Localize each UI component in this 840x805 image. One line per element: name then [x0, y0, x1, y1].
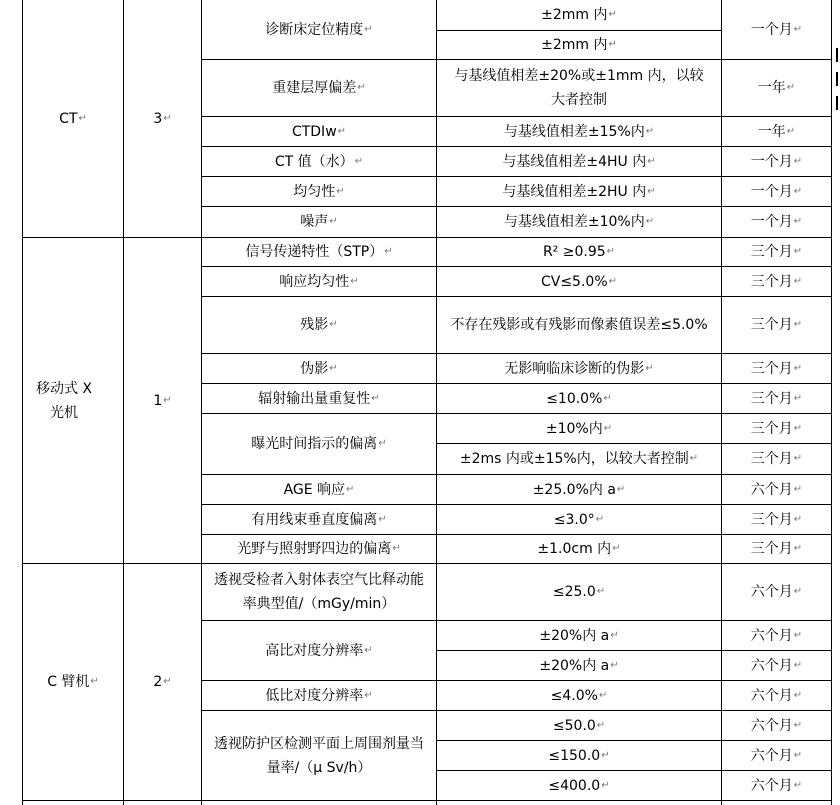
- paragraph-mark-icon: ↵: [793, 453, 803, 464]
- item-label: CTDIw: [291, 123, 337, 140]
- period-cell: [722, 564, 831, 620]
- standard-cell: [437, 535, 721, 563]
- paragraph-mark-icon: ↵: [598, 689, 608, 701]
- standard-cell: [437, 621, 721, 650]
- standard-value: 与基线值相差±20%或±1mm 内，以较大者控制: [454, 68, 704, 108]
- standard-cell: [437, 475, 721, 504]
- device-label: 移动式 X 光机: [35, 380, 93, 421]
- item-label: 信号传递特性（STP）: [245, 244, 384, 260]
- standard-value: ±20%内 a: [539, 627, 610, 644]
- item-label: 透视防护区检测平面上周围剂量当量率/（μ Sv/h）: [214, 735, 424, 776]
- page-edge-mark: [836, 48, 838, 62]
- paragraph-mark-icon: ↵: [350, 275, 359, 287]
- item-label: 残影: [300, 317, 329, 333]
- device-label: CT: [59, 110, 78, 127]
- standard-value: ≤3.0°: [553, 511, 595, 528]
- standard-cell: [437, 117, 721, 146]
- standard-cell: [437, 564, 721, 620]
- standard-value: 无影响临床诊断的伪影: [504, 360, 645, 377]
- period-cell: [722, 771, 831, 800]
- standard-cell: [437, 60, 721, 116]
- standard-value: ±10%内: [545, 420, 603, 437]
- standard-value: 与基线值相差±4HU 内: [502, 153, 647, 170]
- period-value: 三个月: [750, 273, 793, 290]
- paragraph-mark-icon: ↵: [601, 749, 610, 761]
- paragraph-mark-icon: ↵: [378, 438, 387, 449]
- period-value: 六个月: [750, 687, 793, 704]
- paragraph-mark-icon: ↵: [793, 483, 803, 495]
- item-cell: [202, 414, 436, 474]
- paragraph-mark-icon: ↵: [645, 216, 655, 227]
- count-label: 2: [153, 674, 163, 690]
- period-value: 三个月: [750, 317, 793, 333]
- item-cell: [202, 267, 436, 296]
- paragraph-mark-icon: ↵: [378, 513, 387, 525]
- standard-value: CV≤5.0%: [540, 273, 608, 290]
- paragraph-mark-icon: ↵: [793, 719, 803, 731]
- standard-value: 不存在残影或有残影而像素值误差≤5.0%: [450, 317, 708, 333]
- paragraph-mark-icon: ↵: [392, 543, 401, 554]
- standard-value: ±1.0cm 内: [537, 541, 612, 557]
- paragraph-mark-icon: ↵: [596, 719, 606, 731]
- standard-cell: [437, 31, 721, 59]
- paragraph-mark-icon: ↵: [647, 185, 656, 197]
- paragraph-mark-icon: ↵: [601, 779, 610, 791]
- period-value: 一个月: [750, 183, 793, 200]
- count-cell: [124, 564, 201, 800]
- period-cell: [722, 535, 831, 563]
- standard-cell: [437, 414, 721, 443]
- item-cell: [202, 147, 436, 176]
- paragraph-mark-icon: ↵: [608, 39, 617, 50]
- standard-cell: [437, 741, 721, 770]
- item-cell: [202, 354, 436, 383]
- period-cell: [722, 711, 831, 740]
- period-value: 六个月: [750, 777, 793, 794]
- standard-value: ±2mm 内: [541, 37, 608, 53]
- paragraph-mark-icon: ↵: [354, 155, 364, 167]
- paragraph-mark-icon: ↵: [346, 483, 355, 495]
- item-cell: [202, 475, 436, 504]
- item-cell: [202, 238, 436, 266]
- paragraph-mark-icon: ↵: [603, 392, 612, 404]
- item-label: 曝光时间指示的偏离: [251, 436, 378, 452]
- item-label: 噪声: [300, 214, 329, 230]
- period-value: 三个月: [750, 390, 793, 407]
- paragraph-mark-icon: ↵: [793, 629, 803, 641]
- item-label: 高比对度分辨率: [265, 642, 364, 659]
- standard-value: R² ≥0.95: [542, 244, 606, 260]
- period-value: 一年: [757, 80, 786, 96]
- item-label: 光野与照射野四边的偏离: [237, 541, 392, 557]
- paragraph-mark-icon: ↵: [384, 246, 393, 257]
- period-value: 三个月: [750, 451, 793, 467]
- paragraph-mark-icon: ↵: [793, 422, 803, 434]
- standard-cell: [437, 651, 721, 680]
- standard-value: ±2mm 内: [541, 7, 608, 23]
- paragraph-mark-icon: ↵: [163, 112, 172, 124]
- item-cell: [202, 177, 436, 206]
- paragraph-mark-icon: ↵: [163, 676, 172, 687]
- item-label: 有用线束垂直度偏离: [251, 511, 378, 528]
- paragraph-mark-icon: ↵: [793, 513, 803, 525]
- device-cell: [23, 564, 123, 800]
- paragraph-mark-icon: ↵: [336, 185, 345, 197]
- item-label: 诊断床定位精度: [265, 21, 364, 38]
- item-label: 低比对度分辨率: [265, 687, 364, 704]
- period-cell: [722, 60, 831, 116]
- paragraph-mark-icon: ↵: [364, 23, 373, 35]
- item-label: CT 值（水）: [274, 153, 354, 170]
- paragraph-mark-icon: ↵: [616, 483, 626, 495]
- period-value: 六个月: [750, 584, 793, 600]
- standard-cell: [437, 505, 721, 534]
- period-cell: [722, 177, 831, 206]
- item-label: 均匀性: [293, 183, 336, 200]
- paragraph-mark-icon: ↵: [645, 362, 654, 374]
- period-value: 六个月: [750, 747, 793, 764]
- grid-line: [831, 0, 832, 805]
- period-cell: [722, 475, 831, 504]
- standard-value: ≤25.0: [552, 584, 596, 600]
- count-label: 1: [153, 392, 163, 409]
- page-edge-mark: [836, 96, 838, 110]
- period-value: 三个月: [750, 420, 793, 437]
- item-label: 重建层厚偏差: [272, 80, 357, 96]
- period-cell: [722, 414, 831, 443]
- paragraph-mark-icon: ↵: [793, 275, 803, 287]
- grid-line: [22, 800, 832, 801]
- period-cell: [722, 444, 831, 474]
- standard-cell: [437, 0, 721, 30]
- period-cell: [722, 384, 831, 413]
- standard-cell: [437, 384, 721, 413]
- item-cell: [202, 535, 436, 563]
- device-cell: [23, 0, 123, 237]
- standard-value: 与基线值相差±10%内: [503, 214, 645, 230]
- period-cell: [722, 147, 831, 176]
- standard-cell: [437, 771, 721, 800]
- period-cell: [722, 354, 831, 383]
- standard-value: ±25.0%内 a: [532, 481, 616, 498]
- period-value: 六个月: [750, 481, 793, 498]
- item-cell: [202, 564, 436, 620]
- paragraph-mark-icon: ↵: [90, 676, 99, 687]
- paragraph-mark-icon: ↵: [793, 185, 803, 197]
- device-cell: [23, 238, 123, 563]
- paragraph-mark-icon: ↵: [608, 275, 618, 287]
- paragraph-mark-icon: ↵: [608, 9, 617, 20]
- paragraph-mark-icon: ↵: [793, 319, 803, 330]
- period-value: 一年: [757, 123, 786, 140]
- paragraph-mark-icon: ↵: [337, 125, 347, 137]
- paragraph-mark-icon: ↵: [596, 586, 606, 597]
- paragraph-mark-icon: ↵: [793, 659, 803, 671]
- item-label: 透视受检者入射体表空气比释动能率典型值/（mGy/min）: [214, 572, 424, 612]
- standard-value: 与基线值相差±2HU 内: [502, 183, 647, 200]
- paragraph-mark-icon: ↵: [793, 586, 803, 597]
- paragraph-mark-icon: ↵: [357, 82, 366, 93]
- item-cell: [202, 297, 436, 353]
- item-cell: [202, 505, 436, 534]
- paragraph-mark-icon: ↵: [689, 453, 699, 464]
- paragraph-mark-icon: ↵: [793, 689, 803, 701]
- paragraph-mark-icon: ↵: [612, 543, 621, 554]
- item-cell: [202, 207, 436, 237]
- period-cell: [722, 651, 831, 680]
- period-cell: [722, 297, 831, 353]
- period-value: 六个月: [750, 717, 793, 734]
- item-label: AGE 响应: [283, 481, 346, 498]
- period-cell: [722, 681, 831, 710]
- item-cell: [202, 681, 436, 710]
- paragraph-mark-icon: ↵: [163, 394, 172, 406]
- item-label: 响应均匀性: [279, 273, 350, 290]
- period-cell: [722, 741, 831, 770]
- period-cell: [722, 621, 831, 650]
- paragraph-mark-icon: ↵: [606, 246, 616, 257]
- item-label: 辐射输出量重复性: [258, 390, 371, 407]
- paragraph-mark-icon: ↵: [793, 779, 803, 791]
- item-cell: [202, 621, 436, 680]
- paragraph-mark-icon: ↵: [364, 644, 373, 656]
- period-cell: [722, 267, 831, 296]
- paragraph-mark-icon: ↵: [793, 392, 803, 404]
- paragraph-mark-icon: ↵: [364, 689, 373, 701]
- paragraph-mark-icon: ↵: [793, 246, 803, 257]
- paragraph-mark-icon: ↵: [793, 543, 803, 554]
- period-cell: [722, 207, 831, 237]
- standard-value: ≤10.0%: [546, 390, 603, 407]
- paragraph-mark-icon: ↵: [793, 216, 803, 227]
- period-value: 三个月: [750, 244, 793, 260]
- item-label: 伪影: [300, 360, 329, 377]
- period-value: 一个月: [750, 21, 793, 38]
- item-cell: [202, 711, 436, 800]
- standard-cell: [437, 238, 721, 266]
- paragraph-mark-icon: ↵: [78, 112, 87, 124]
- count-label: 3: [153, 110, 163, 127]
- paragraph-mark-icon: ↵: [786, 82, 796, 93]
- standard-cell: [437, 177, 721, 206]
- paragraph-mark-icon: ↵: [786, 125, 796, 137]
- period-value: 六个月: [750, 627, 793, 644]
- standard-cell: [437, 297, 721, 353]
- paragraph-mark-icon: ↵: [595, 513, 605, 525]
- standard-cell: [437, 711, 721, 740]
- standard-value: ≤400.0: [548, 777, 601, 794]
- paragraph-mark-icon: ↵: [371, 392, 380, 404]
- standard-cell: [437, 354, 721, 383]
- device-label: C 臂机: [47, 674, 90, 690]
- item-cell: [202, 117, 436, 146]
- paragraph-mark-icon: ↵: [329, 319, 338, 330]
- paragraph-mark-icon: ↵: [647, 155, 656, 167]
- period-value: 三个月: [750, 360, 793, 377]
- standard-value: ±2ms 内或±15%内，以较大者控制: [459, 451, 689, 467]
- period-cell: [722, 505, 831, 534]
- standard-value: ≤150.0: [548, 747, 601, 764]
- paragraph-mark-icon: ↵: [793, 362, 803, 374]
- standard-value: ≤50.0: [552, 717, 596, 734]
- paragraph-mark-icon: ↵: [793, 23, 803, 35]
- period-cell: [722, 0, 831, 59]
- standard-cell: [437, 681, 721, 710]
- item-cell: [202, 0, 436, 59]
- standard-cell: [437, 207, 721, 237]
- item-cell: [202, 384, 436, 413]
- standard-value: 与基线值相差±15%内: [503, 123, 645, 140]
- period-value: 三个月: [750, 511, 793, 528]
- count-cell: [124, 238, 201, 563]
- standard-value: ≤4.0%: [550, 687, 598, 704]
- period-value: 一个月: [750, 153, 793, 170]
- standard-cell: [437, 147, 721, 176]
- standard-cell: [437, 444, 721, 474]
- period-cell: [722, 117, 831, 146]
- paragraph-mark-icon: ↵: [793, 155, 803, 167]
- paragraph-mark-icon: ↵: [329, 216, 338, 227]
- period-value: 一个月: [750, 214, 793, 230]
- period-value: 三个月: [750, 541, 793, 557]
- standard-value: ±20%内 a: [539, 657, 610, 674]
- count-cell: [124, 0, 201, 237]
- period-value: 六个月: [750, 657, 793, 674]
- paragraph-mark-icon: ↵: [329, 362, 338, 374]
- paragraph-mark-icon: ↵: [793, 749, 803, 761]
- paragraph-mark-icon: ↵: [603, 422, 613, 434]
- period-cell: [722, 238, 831, 266]
- paragraph-mark-icon: ↵: [610, 659, 619, 671]
- item-cell: [202, 60, 436, 116]
- paragraph-mark-icon: ↵: [645, 125, 655, 137]
- standard-cell: [437, 267, 721, 296]
- page-edge-mark: [836, 72, 838, 86]
- paragraph-mark-icon: ↵: [610, 629, 619, 641]
